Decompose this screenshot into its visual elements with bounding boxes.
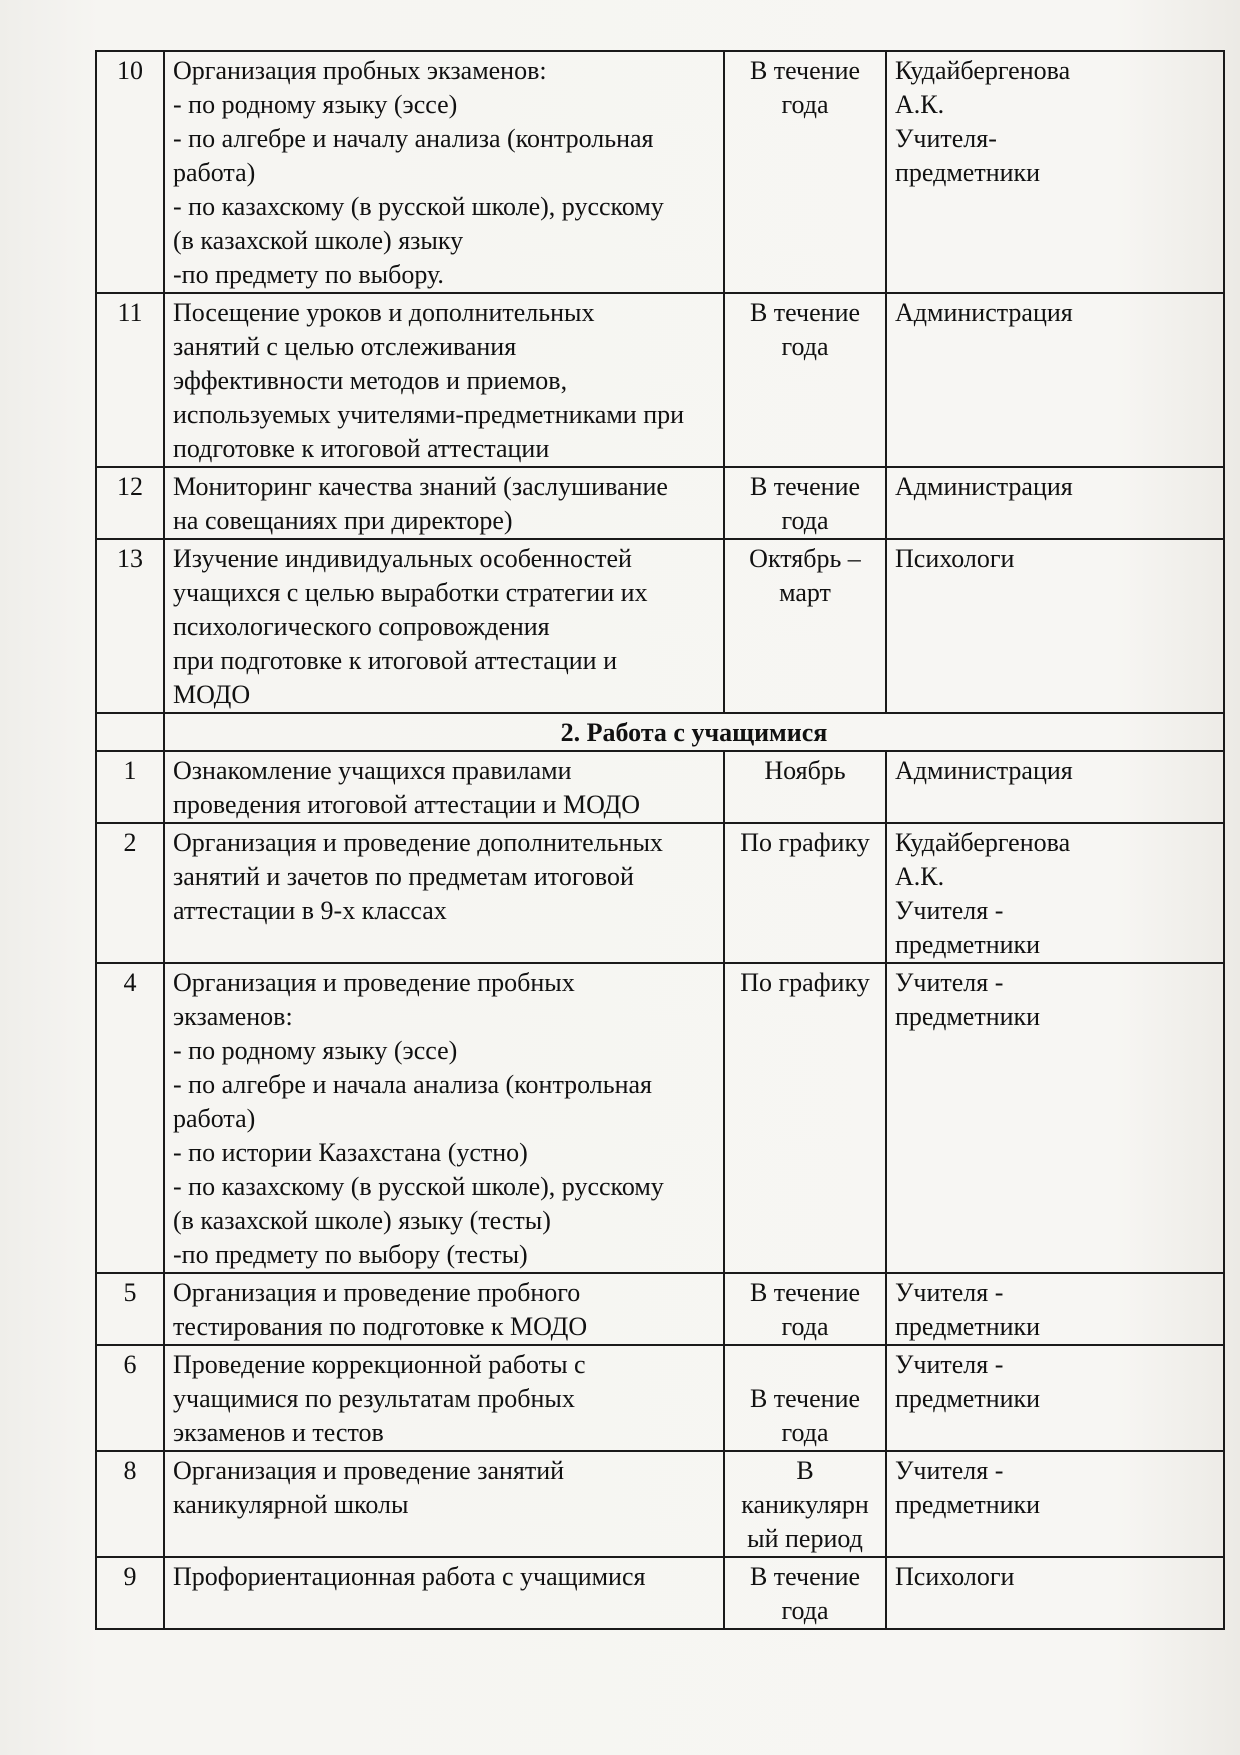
row-number: 11 — [96, 293, 164, 467]
row-number: 2 — [96, 823, 164, 963]
task-cell-line: (в казахской школе) языку (тесты) — [173, 1206, 551, 1235]
task-cell-line: проведения итоговой аттестации и МОДО — [173, 790, 641, 819]
task-cell-line: учащихся с целью выработки стратегии их — [173, 578, 648, 607]
responsible-cell-line: Администрация — [895, 756, 1073, 785]
task-cell-line: - по родному языку (эссе) — [173, 1036, 458, 1065]
term-cell — [724, 467, 886, 539]
task-cell — [164, 1557, 724, 1629]
responsible-cell-line: предметники — [895, 1384, 1041, 1413]
responsible-cell-line: предметники — [895, 1312, 1041, 1341]
table-row — [96, 1345, 1224, 1451]
term-cell-line: В течение — [749, 298, 861, 327]
task-cell-line: Организация пробных экзаменов: — [173, 56, 547, 85]
table-body-part2 — [96, 751, 1224, 1629]
task-cell — [164, 751, 724, 823]
responsible-cell-line: Психологи — [895, 1562, 1015, 1591]
term-cell-line: года — [781, 1312, 829, 1341]
responsible-cell — [886, 51, 1224, 293]
section-title: 2. Работа с учащимися — [164, 713, 1224, 751]
task-cell — [164, 539, 724, 713]
section-row-group — [96, 713, 1224, 751]
term-cell — [724, 1451, 886, 1557]
responsible-cell — [886, 751, 1224, 823]
term-cell-line: года — [781, 1418, 829, 1447]
responsible-cell-line: Кудайбергенова — [895, 828, 1071, 857]
responsible-cell-line: Администрация — [895, 298, 1073, 327]
task-cell-line: Мониторинг качества знаний (заслушивание — [173, 472, 668, 501]
responsible-cell-line: Учителя - — [895, 1350, 1004, 1379]
responsible-cell-line: Учителя - — [895, 1456, 1004, 1485]
task-cell-line: эффективности методов и приемов, — [173, 366, 568, 395]
task-cell — [164, 293, 724, 467]
task-cell-line: - по алгебре и начала анализа (контрольная — [173, 1070, 653, 1099]
task-cell-line: - по казахскому (в русской школе), русскому — [173, 1172, 664, 1201]
task-cell-line: Организация и проведение пробного — [173, 1278, 581, 1307]
responsible-cell-line: Кудайбергенова — [895, 56, 1071, 85]
task-cell-line: работа) — [173, 1104, 256, 1133]
term-cell-line: каникулярн — [741, 1490, 869, 1519]
task-cell-line: Профориентационная работа с учащимися — [173, 1562, 646, 1591]
task-cell — [164, 467, 724, 539]
responsible-cell-line: Учителя- — [895, 124, 997, 153]
term-cell — [724, 539, 886, 713]
responsible-cell-line: предметники — [895, 1490, 1041, 1519]
term-cell-line: года — [781, 1596, 829, 1625]
term-cell-line: Ноябрь — [764, 756, 846, 785]
task-cell-line: учащимися по результатам пробных — [173, 1384, 575, 1413]
row-number: 1 — [96, 751, 164, 823]
responsible-cell — [886, 467, 1224, 539]
responsible-cell — [886, 1557, 1224, 1629]
term-cell-line: ый период — [747, 1524, 863, 1553]
task-cell-line: психологического сопровождения — [173, 612, 550, 641]
responsible-cell-line: Психологи — [895, 544, 1015, 573]
term-cell-line: В течение — [749, 1278, 861, 1307]
table-row — [96, 1557, 1224, 1629]
row-number: 4 — [96, 963, 164, 1273]
row-number: 5 — [96, 1273, 164, 1345]
task-cell-line: Посещение уроков и дополнительных — [173, 298, 595, 327]
task-cell-line: подготовке к итоговой аттестации — [173, 434, 550, 463]
responsible-cell-line: Администрация — [895, 472, 1073, 501]
row-number: 13 — [96, 539, 164, 713]
task-cell — [164, 1273, 724, 1345]
term-cell — [724, 751, 886, 823]
responsible-cell-line: предметники — [895, 158, 1041, 187]
responsible-cell — [886, 823, 1224, 963]
row-number: 12 — [96, 467, 164, 539]
task-cell-line: Проведение коррекционной работы с — [173, 1350, 586, 1379]
table-row — [96, 751, 1224, 823]
task-cell-line: Ознакомление учащихся правилами — [173, 756, 572, 785]
term-cell — [724, 1345, 886, 1451]
task-cell-line: занятий и зачетов по предметам итоговой — [173, 862, 634, 891]
table-row — [96, 51, 1224, 293]
term-cell — [724, 293, 886, 467]
task-cell-line: занятий с целью отслеживания — [173, 332, 517, 361]
term-cell — [724, 823, 886, 963]
responsible-cell-line: А.К. — [895, 90, 945, 119]
table-row — [96, 1273, 1224, 1345]
term-cell — [724, 1557, 886, 1629]
table-row — [96, 963, 1224, 1273]
task-cell-line: - по алгебре и началу анализа (контрольная — [173, 124, 654, 153]
term-cell — [724, 963, 886, 1273]
task-cell-line: (в казахской школе) языку — [173, 226, 464, 255]
term-cell-line: В — [796, 1456, 814, 1485]
table-row — [96, 539, 1224, 713]
task-cell-line: Организация и проведение пробных — [173, 968, 575, 997]
table-row — [96, 467, 1224, 539]
task-cell — [164, 963, 724, 1273]
term-cell — [724, 51, 886, 293]
task-cell-line: экзаменов и тестов — [173, 1418, 384, 1447]
responsible-cell — [886, 1345, 1224, 1451]
task-cell-line: Организация и проведение дополнительных — [173, 828, 663, 857]
row-number: 9 — [96, 1557, 164, 1629]
responsible-cell-line: А.К. — [895, 862, 945, 891]
task-cell-line: работа) — [173, 158, 256, 187]
row-number: 6 — [96, 1345, 164, 1451]
table-row — [96, 293, 1224, 467]
plan-table — [95, 50, 1225, 1630]
term-cell-line: По графику — [740, 968, 870, 997]
term-cell-line: В течение — [749, 1384, 861, 1413]
task-cell — [164, 51, 724, 293]
responsible-cell-line: предметники — [895, 1002, 1041, 1031]
term-cell-line: В течение — [749, 1562, 861, 1591]
term-cell — [724, 1273, 886, 1345]
term-cell-line — [733, 1348, 877, 1382]
table-row — [96, 823, 1224, 963]
term-cell-line: март — [779, 578, 831, 607]
responsible-cell — [886, 539, 1224, 713]
term-cell-line: года — [781, 90, 829, 119]
task-cell-line: при подготовке к итоговой аттестации и — [173, 646, 618, 675]
task-cell-line: используемых учителями-предметниками при — [173, 400, 685, 429]
task-cell-line: МОДО — [173, 680, 251, 709]
section-row — [96, 713, 1224, 751]
responsible-cell — [886, 293, 1224, 467]
task-cell-line: тестирования по подготовке к МОДО — [173, 1312, 588, 1341]
row-number: 8 — [96, 1451, 164, 1557]
responsible-cell-line: предметники — [895, 930, 1041, 959]
task-cell-line: -по предмету по выбору (тесты) — [173, 1240, 528, 1269]
task-cell-line: - по родному языку (эссе) — [173, 90, 458, 119]
responsible-cell — [886, 1451, 1224, 1557]
task-cell-line: каникулярной школы — [173, 1490, 409, 1519]
term-cell-line: По графику — [740, 828, 870, 857]
responsible-cell-line: Учителя - — [895, 968, 1004, 997]
table-row — [96, 1451, 1224, 1557]
task-cell-line: Изучение индивидуальных особенностей — [173, 544, 632, 573]
row-number: 10 — [96, 51, 164, 293]
term-cell-line: года — [781, 332, 829, 361]
task-cell-line: аттестации в 9-х классах — [173, 896, 447, 925]
term-cell-line: Октябрь – — [749, 544, 861, 573]
task-cell-line: экзаменов: — [173, 1002, 293, 1031]
table-body-part1 — [96, 51, 1224, 713]
term-cell-line: года — [781, 506, 829, 535]
task-cell — [164, 1345, 724, 1451]
task-cell-line: Организация и проведение занятий — [173, 1456, 565, 1485]
task-cell — [164, 823, 724, 963]
responsible-cell-line: Учителя - — [895, 1278, 1004, 1307]
task-cell — [164, 1451, 724, 1557]
responsible-cell-line: Учителя - — [895, 896, 1004, 925]
term-cell-line: В течение — [749, 472, 861, 501]
task-cell-line: -по предмету по выбору. — [173, 260, 444, 289]
task-cell-line: - по истории Казахстана (устно) — [173, 1138, 528, 1167]
task-cell-line: - по казахскому (в русской школе), русскому — [173, 192, 664, 221]
responsible-cell — [886, 1273, 1224, 1345]
term-cell-line: В течение — [749, 56, 861, 85]
task-cell-line: на совещаниях при директоре) — [173, 506, 513, 535]
responsible-cell — [886, 963, 1224, 1273]
